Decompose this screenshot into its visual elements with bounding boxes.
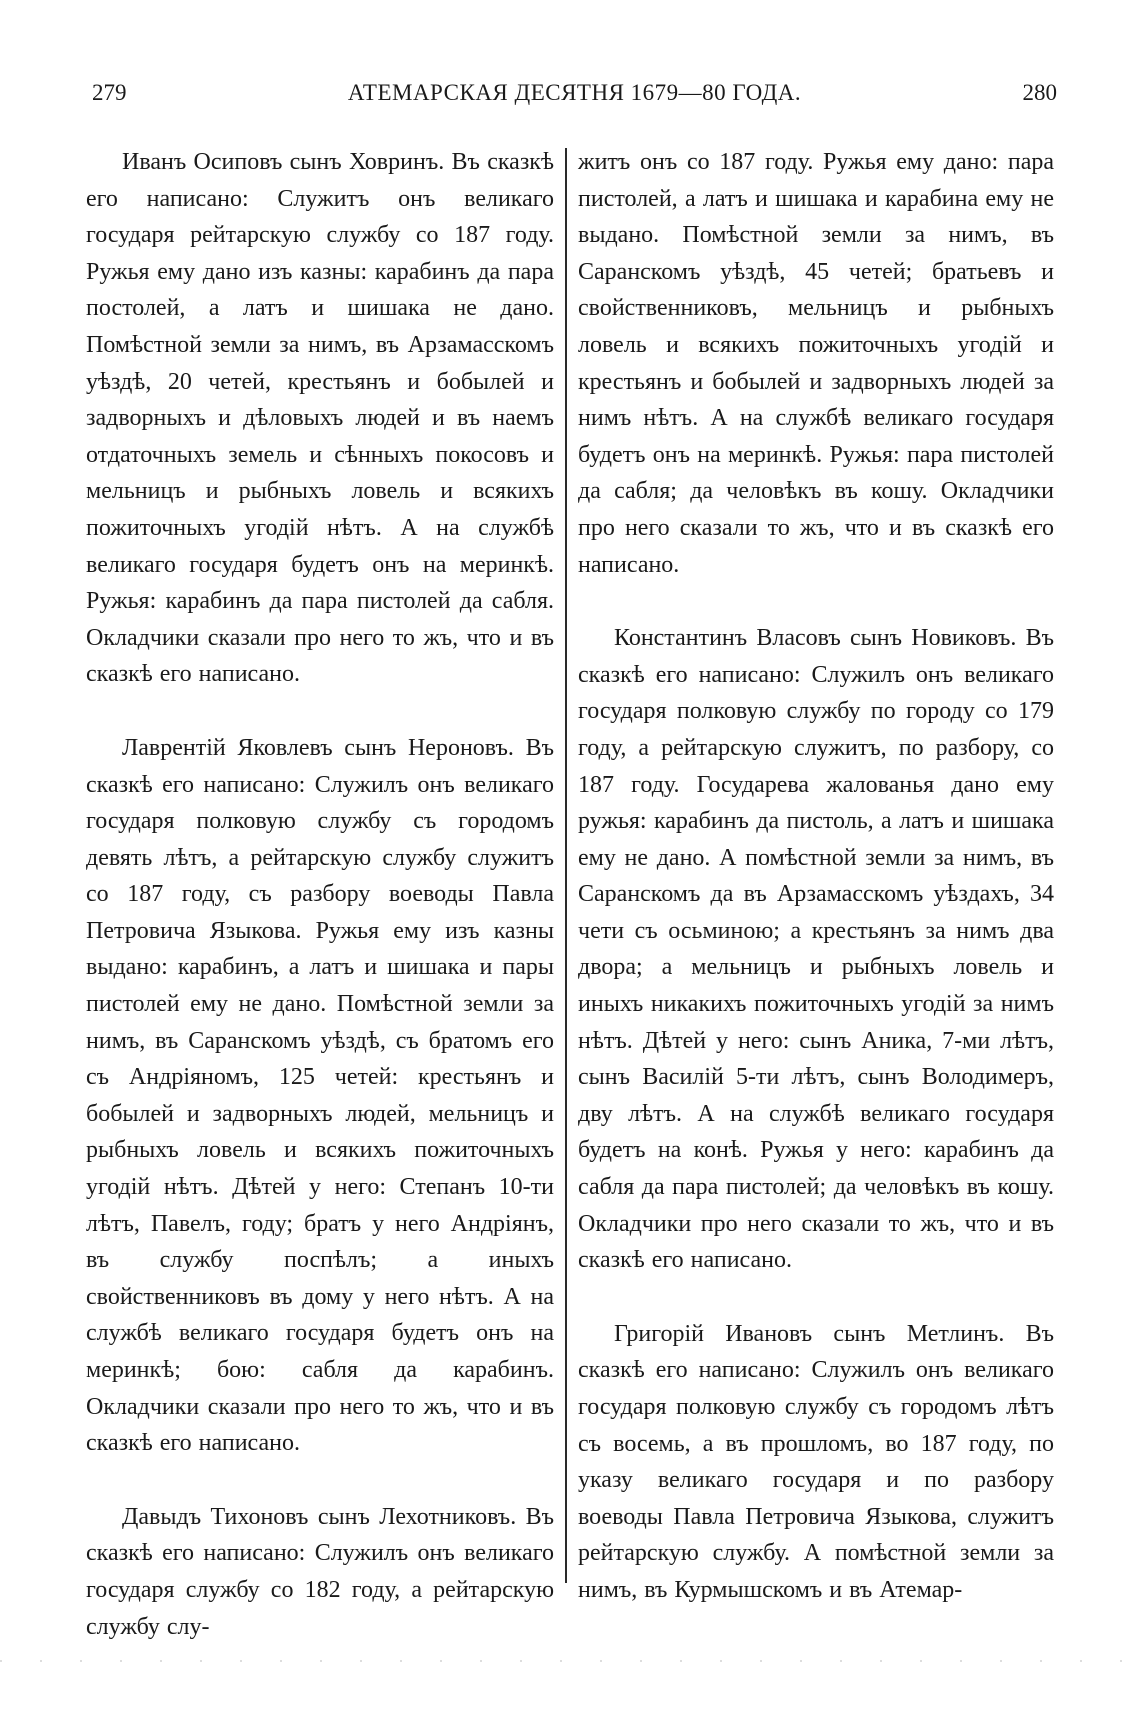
- entry-khovrin: Иванъ Осиповъ сынъ Ховринъ. Въ сказкѣ его написано: Служитъ онъ великаго государя рейтарскую службу со 187 году. Ружья ему дано изъ казны: карабинъ да пара постолей, а латъ и шишака не дано. Помѣстной земли за нимъ, въ Арзамасскомъ уѣздѣ, 20 четей, крестьянъ и бобылей и задворныхъ и дѣловыхъ людей и въ наемъ отдаточныхъ земель и сѣнныхъ покосовъ и мельницъ и рыбныхъ ловель и всякихъ пожиточныхъ угодій нѣтъ. А на службѣ великаго государя будетъ онъ на меринкѣ. Ружья: карабинъ да пара пистолей да сабля. Окладчики сказали про него то жъ, что и въ сказкѣ его написано.: [86, 149, 554, 688]
- page-number-right: 280: [1022, 80, 1057, 105]
- right-column: [578, 144, 1054, 1609]
- left-column: [86, 144, 554, 1645]
- entry-lekhotnikov-continued: житъ онъ со 187 году. Ружья ему дано: пара пистолей, а латъ и шишака и карабина ему не выдано. Помѣстной земли за нимъ, въ Саранскомъ уѣздѣ, 45 четей; братьевъ и свойственниковъ, мельницъ и рыбныхъ ловель и всякихъ пожиточныхъ угодій и крестьянъ и бобылей и задворныхъ людей за нимъ нѣтъ. А на службѣ великаго государя будетъ онъ на меринкѣ. Ружья: пара пистолей да сабля; да человѣкъ въ кошу. Окладчики про него сказали то жъ, что и въ сказкѣ его написано.: [578, 149, 1054, 578]
- entry-novikov: Константинъ Власовъ сынъ Новиковъ. Въ сказкѣ его написано: Служилъ онъ великаго государя полковую службу по городу со 179 году, а рейтарскую служитъ, по разбору, со 187 году. Государева жалованья дано ему ружья: карабинъ да пистоль, а латъ и шишака ему не дано. А помѣстной земли за нимъ, въ Саранскомъ да въ Арзамасскомъ уѣздахъ, 34 чети съ осьминою; а крестьянъ за нимъ два двора; а мельницъ и рыбныхъ ловель и иныхъ никакихъ пожиточныхъ угодій за нимъ нѣтъ. Дѣтей у него: сынъ Аника, 7-ми лѣтъ, сынъ Василій 5-ти лѣтъ, сынъ Володимеръ, дву лѣтъ. А на службѣ великаго государя будетъ на конѣ. Ружья у него: карабинъ да сабля да пара пистолей; да человѣкъ въ кошу. Окладчики про него сказали то жъ, что и въ сказкѣ его написано.: [578, 625, 1054, 1274]
- scan-artifact: [0, 1660, 1140, 1662]
- entry-neronov: Лаврентій Яковлевъ сынъ Нероновъ. Въ сказкѣ его написано: Служилъ онъ великаго государя полковую службу съ городомъ девять лѣтъ, а рейтарскую службу служитъ со 187 году, съ разбору воеводы Павла Петровича Языкова. Ружья ему изъ казны выдано: карабинъ, а латъ и шишака и пары пистолей ему не дано. Помѣстной земли за нимъ, въ Саранскомъ уѣздѣ, съ братомъ его съ Андріяномъ, 125 четей: крестьянъ и бобылей и задворныхъ людей, мельницъ и рыбныхъ ловель и всякихъ пожиточныхъ угодій нѣтъ. Дѣтей у него: Степанъ 10-ти лѣтъ, Павелъ, году; братъ у него Андріянъ, въ службу поспѣлъ; а иныхъ свойственниковъ въ дому у него нѣтъ. А на службѣ великаго государя будетъ онъ на меринкѣ; бою: сабля да карабинъ. Окладчики сказали про него то жъ, что и въ сказкѣ его написано.: [86, 734, 554, 1457]
- entry-metlin: Григорій Ивановъ сынъ Метлинъ. Въ сказкѣ его написано: Служилъ онъ великаго государя полковую службу съ городомъ лѣтъ съ восемь, а въ прошломъ, во 187 году, по указу великаго государя и по разбору воеводы Павла Петровича Языкова, служитъ рейтарскую службу. А помѣстной земли за нимъ, въ Курмышскомъ и въ Атемар-: [578, 1320, 1054, 1603]
- page-number-left: 279: [92, 80, 127, 105]
- column-divider: [565, 148, 567, 1583]
- page-header: [92, 80, 1057, 120]
- entry-lekhotnikov: Давыдъ Тихоновъ сынъ Лехотниковъ. Въ сказкѣ его написано: Служилъ онъ великаго государя службу со 182 году, а рейтарскую службу слу-: [86, 1503, 554, 1640]
- running-title: АТЕМАРСКАЯ ДЕСЯТНЯ 1679—80 ГОДА.: [347, 80, 802, 105]
